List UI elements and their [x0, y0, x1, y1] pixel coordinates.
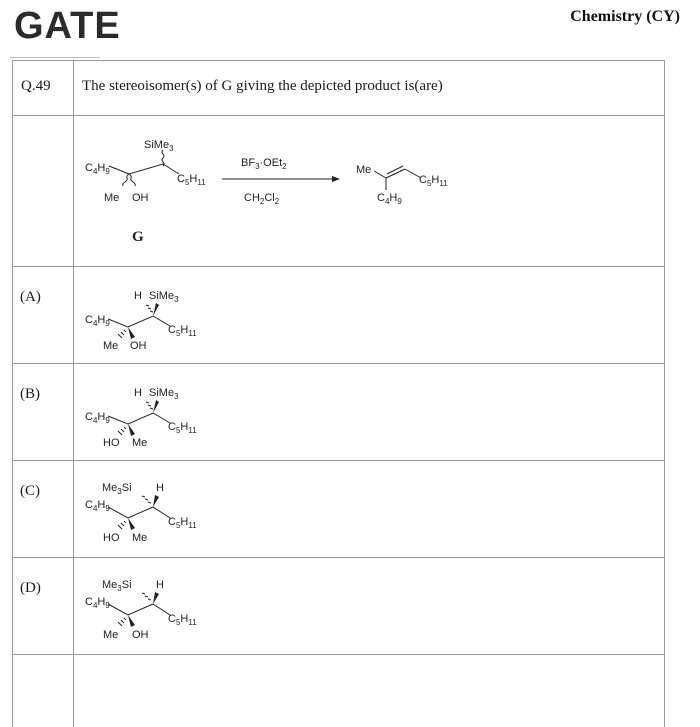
gate-logo — [14, 4, 158, 48]
option-row-a — [13, 267, 665, 364]
option-label-c[interactable]: (C) — [13, 461, 74, 558]
svg-text:C4H9: $C_4H_9$ — [85, 499, 110, 513]
svg-text:C4H9: $C_4H_9$ — [85, 596, 110, 610]
svg-text:OH: OH — [132, 192, 149, 204]
option-structure-b[interactable] — [74, 364, 665, 461]
svg-text:C5H11: $C_5H_{11}$ — [168, 421, 197, 435]
svg-text:Me: Me — [104, 192, 120, 204]
svg-text:C5H11: $C_5H_{11}$ — [168, 613, 197, 627]
svg-text:H: H — [134, 387, 142, 399]
svg-text:H: H — [134, 290, 142, 302]
svg-text:Me: Me — [103, 629, 119, 641]
option-row-b — [13, 364, 665, 461]
svg-text:H: H — [156, 579, 164, 591]
svg-text:H: H — [156, 482, 164, 494]
option-structure-a[interactable] — [74, 267, 665, 364]
question-number: Q.49 — [13, 61, 74, 116]
question-text: The stereoisomer(s) of G giving the depicted product is(are) — [74, 61, 665, 116]
option-structure-c[interactable] — [74, 461, 665, 558]
reactant-g — [85, 139, 206, 245]
option-label-d[interactable]: (D) — [13, 558, 74, 655]
svg-text:Me3Si: $Me_3Si$ — [102, 579, 132, 593]
question-row — [13, 61, 665, 116]
svg-text:C4H9: $C_4H_9$ — [377, 192, 402, 206]
svg-text:OH: OH — [132, 629, 149, 641]
svg-text:C5H11: $C_5H_{11}$ — [419, 174, 448, 188]
logo-year: 2023 — [146, 10, 158, 37]
svg-text:C4H9: $C_4H_9$ — [85, 162, 110, 176]
molecule-a — [74, 267, 274, 362]
reaction-scheme — [74, 116, 665, 267]
svg-text:Me3Si: $Me_3Si$ — [102, 482, 132, 496]
option-row-c — [13, 461, 665, 558]
option-row-d — [13, 558, 665, 655]
svg-text:Me: Me — [132, 532, 148, 544]
option-label-b[interactable]: (B) — [13, 364, 74, 461]
reaction-scheme-row — [13, 116, 665, 267]
svg-text:Me: Me — [132, 437, 148, 449]
reaction-arrow — [222, 157, 340, 206]
option-label-a[interactable]: (A) — [13, 267, 74, 364]
svg-text:HO: HO — [103, 437, 120, 449]
svg-text:OH: OH — [130, 340, 147, 352]
empty-row — [13, 655, 665, 727]
svg-text:CH2Cl2: $CH_2Cl_2$ — [244, 192, 280, 206]
svg-text:C4H9: $C_4H_9$ — [85, 314, 110, 328]
molecule-d — [74, 558, 274, 653]
svg-text:C5H11: $C_5H_{11}$ — [177, 173, 206, 187]
option-structure-d[interactable] — [74, 558, 665, 655]
svg-text:SiMe3: SiMe$_3$ — [144, 139, 174, 153]
svg-text:Me: Me — [356, 164, 372, 176]
svg-text:HO: HO — [103, 532, 120, 544]
svg-text:C4H9: $C_4H_9$ — [85, 411, 110, 425]
logo-text: GATE — [14, 4, 121, 47]
molecule-c — [74, 461, 274, 556]
subject-title: Chemistry (CY) — [570, 8, 680, 25]
molecule-b — [74, 364, 274, 459]
header-rule — [10, 57, 100, 58]
svg-text:BF3·OEt2: $BF_3\cdot OEt_2$ — [241, 157, 287, 171]
question-table — [12, 60, 665, 727]
svg-text:C5H11: $C_5H_{11}$ — [168, 516, 197, 530]
svg-text:SiMe3: SiMe$_3$ — [149, 290, 179, 304]
reactant-label: G — [132, 229, 144, 245]
svg-text:SiMe3: SiMe$_3$ — [149, 387, 179, 401]
svg-text:C5H11: $C_5H_{11}$ — [168, 324, 197, 338]
reaction-scheme-diagram — [74, 116, 666, 266]
svg-text:Me: Me — [103, 340, 119, 352]
product-alkene — [356, 164, 448, 206]
